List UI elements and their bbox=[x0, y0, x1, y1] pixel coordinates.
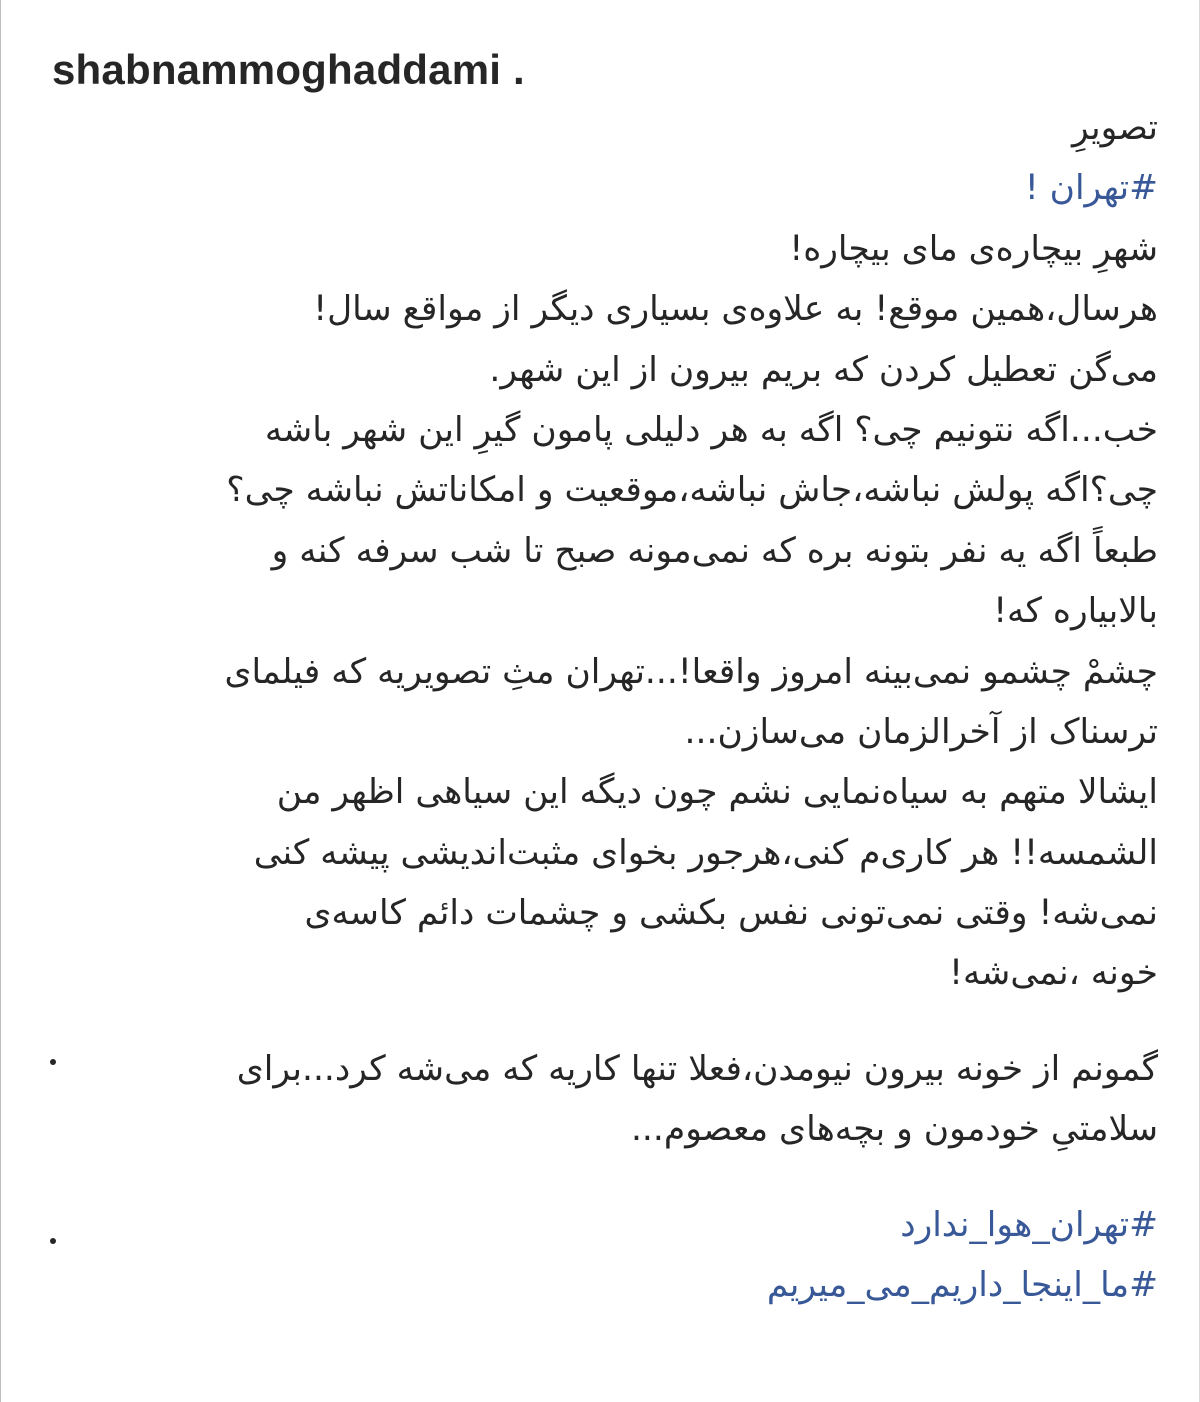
separator-dot bbox=[50, 1059, 56, 1065]
username-text[interactable]: shabnammoghaddami bbox=[52, 46, 502, 93]
caption-gap bbox=[48, 1004, 1158, 1039]
caption-line: تصویرِ bbox=[1072, 108, 1158, 148]
hashtag-tehran-has-no-air[interactable]: #تهران_هوا_ندارد bbox=[900, 1204, 1158, 1245]
post-caption bbox=[48, 98, 1158, 1315]
caption-line: خونه ،نمی‌شه! bbox=[949, 953, 1158, 994]
caption-line: گمونم از خونه بیرون نیومدن،فعلا تنها کاریه که می‌شه کرد...برای bbox=[236, 1048, 1158, 1089]
caption-line: نمی‌شه! وقتی نمی‌تونی نفس بکشی و چشمات دائم کاسه‌ی bbox=[304, 893, 1158, 934]
caption-gap bbox=[48, 1160, 1158, 1195]
separator-dot bbox=[50, 1238, 56, 1244]
caption-line: سلامتیِ خودمون و بچه‌های معصوم... bbox=[630, 1109, 1158, 1150]
caption-line: خب...اگه نتونیم چی؟ اگه به هر دلیلی پامون گیرِ این شهر باشه bbox=[264, 409, 1158, 450]
hashtag-tehran[interactable]: #تهران ! bbox=[1024, 168, 1158, 209]
post-username[interactable] bbox=[52, 46, 525, 94]
caption-line: می‌گن تعطیل کردن که بریم بیرون از این شهر. bbox=[489, 349, 1158, 390]
frame-left-border bbox=[0, 0, 1, 1402]
caption-line: طبعاً اگه یه نفر بتونه بره که نمی‌مونه صبح تا شب سرفه کنه و bbox=[271, 530, 1158, 571]
caption-line: ایشالا متهم به سیاه‌نمایی نشم چون دیگه این سیاهی اظهر من bbox=[276, 772, 1158, 813]
caption-line: چی؟اگه پولش نباشه،جاش نباشه،موقعیت و امکاناتش نباشه چی؟ bbox=[226, 470, 1158, 511]
hashtag-we-are-dying-here[interactable]: #ما_اینجا_داریم_می_میریم bbox=[766, 1265, 1158, 1306]
caption-line: چشمْ چشمو نمی‌بینه امروز واقعا!...تهران مثِ تصویریه که فیلمای bbox=[224, 651, 1158, 692]
caption-line: ترسناک از آخرالزمان می‌سازن... bbox=[684, 711, 1158, 752]
caption-line: الشمسه!! هر کاری‌م کنی،هرجور بخوای مثبت‌اندیشی پیشه کنی bbox=[253, 832, 1158, 873]
caption-line: بالابیاره که! bbox=[993, 591, 1158, 632]
caption-line: هرسال،همین موقع! به علاوه‌ی بسیاری دیگر از مواقع سال! bbox=[313, 289, 1158, 330]
username-separator: . bbox=[513, 46, 525, 93]
caption-line: شهرِ بیچاره‌ی مای بیچاره! bbox=[789, 228, 1158, 269]
